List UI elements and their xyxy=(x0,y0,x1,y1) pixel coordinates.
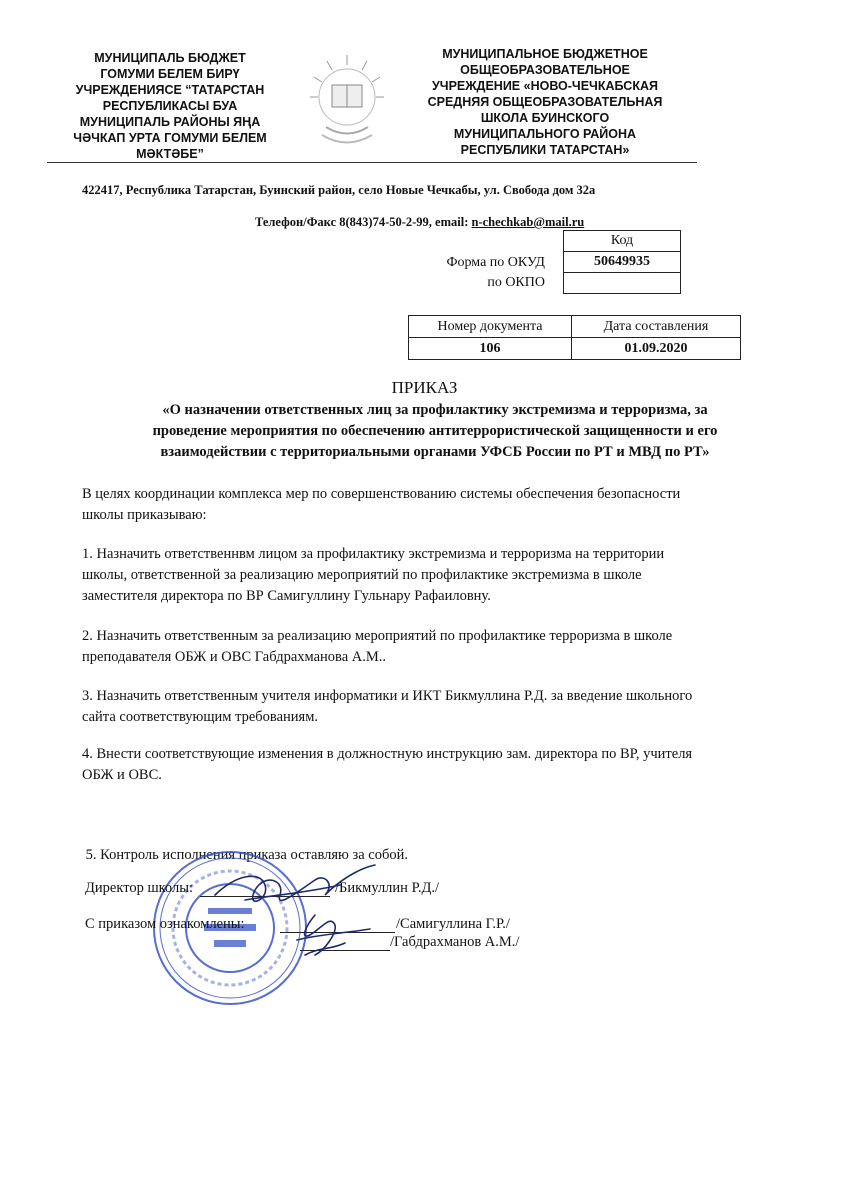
codes-table xyxy=(563,230,681,294)
document-meta-table xyxy=(408,315,741,360)
codes-labels xyxy=(405,253,545,293)
document-subtitle xyxy=(90,400,780,463)
header-russian-line: ШКОЛА БУИНСКОГО xyxy=(480,111,610,125)
order-item-line: 2. Назначить ответственным за реализацию мероприятий по профилактике терроризма в школе xyxy=(82,628,673,644)
header-tatar-block xyxy=(40,50,300,162)
okud-label: Форма по ОКУД xyxy=(446,255,545,270)
order-item-line: 4. Внести соответствующие изменения в должностную инструкцию зам. директора по ВР, учителя xyxy=(82,746,693,762)
director-label: Директор школы: xyxy=(85,880,193,896)
order-item-2 xyxy=(82,626,812,668)
subtitle-line: «О назначении ответственных лиц за профилактику экстремизма и терроризма, за xyxy=(162,402,708,418)
contacts-phone: Телефон/Факс 8(843)74-50-2-99, email: xyxy=(255,215,472,229)
doc-number-header: Номер документа xyxy=(409,316,572,338)
doc-number: 106 xyxy=(409,338,572,360)
document-title: ПРИКАЗ xyxy=(391,378,458,397)
header-russian-line: МУНИЦИПАЛЬНОЕ БЮДЖЕТНОЕ xyxy=(442,47,648,61)
order-item-line: сайта соответствующим требованиям. xyxy=(82,709,319,725)
header-tatar-line: МӘКТӘБЕ” xyxy=(136,147,204,161)
kod-header: Код xyxy=(564,231,681,252)
header-tatar-line: УЧРЕЖДЕНИЯСЕ “ТАТАРСТАН xyxy=(75,83,265,97)
handwritten-signature-icon xyxy=(205,855,385,965)
school-contacts xyxy=(255,215,584,230)
header-russian-line: СРЕДНЯЯ ОБЩЕОБРАЗОВАТЕЛЬНАЯ xyxy=(427,95,663,109)
header-russian-line: РЕСПУБЛИКИ ТАТАРСТАН» xyxy=(460,143,630,157)
school-address: 422417, Республика Татарстан, Буинский район, село Новые Чечкабы, ул. Свобода дом 32а xyxy=(82,183,596,197)
okpo-label: по ОКПО xyxy=(487,275,545,290)
school-logo-icon xyxy=(302,45,392,157)
header-divider xyxy=(47,162,697,163)
header-tatar-line: МУНИЦИПАЛЬ БЮДЖЕТ xyxy=(94,51,246,65)
order-item-line: ОБЖ и ОВС. xyxy=(82,767,162,783)
order-item-line: 3. Назначить ответственным учителя информатики и ИКТ Бикмуллина Р.Д. за введение школьного xyxy=(82,688,693,704)
director-name: /Бикмуллин Р.Д./ xyxy=(335,880,439,896)
acquainted-label: С приказом ознакомлены: xyxy=(85,916,245,932)
header-russian-line: ОБЩЕОБРАЗОВАТЕЛЬНОЕ xyxy=(460,63,630,77)
order-item-1 xyxy=(82,544,812,607)
header-tatar-line: ГОМУМИ БЕЛЕМ БИРҮ xyxy=(100,67,240,81)
order-item-4 xyxy=(82,744,812,786)
subtitle-line: взаимодействии с территориальными органами УФСБ России по РТ и МВД по РТ» xyxy=(160,444,710,460)
header-tatar-line: РЕСПУБЛИКАСЫ БУА xyxy=(102,99,238,113)
order-item-line: школы, ответственной за реализацию мероприятий по профилактике экстремизма в школе xyxy=(82,567,642,583)
okpo-value xyxy=(564,273,681,294)
header-tatar-line: МУНИЦИПАЛЬ РАЙОНЫ ЯҢА xyxy=(79,115,261,129)
order-item-line: 5. Контроль исполнения приказа оставляю за собой. xyxy=(82,847,408,863)
header-tatar-line: ЧӘЧКАП УРТА ГОМУМИ БЕЛЕМ xyxy=(73,131,267,145)
header-russian-line: МУНИЦИПАЛЬНОГО РАЙОНА xyxy=(453,127,637,141)
intro-paragraph xyxy=(82,484,812,526)
intro-line: В целях координации комплекса мер по совершенствованию системы обеспечения безопасности xyxy=(82,486,681,502)
order-item-line: заместителя директора по ВР Самигуллину Гульнару Рафаиловну. xyxy=(82,588,491,604)
doc-date: 01.09.2020 xyxy=(572,338,741,360)
header-russian-line: УЧРЕЖДЕНИЕ «НОВО-ЧЕЧКАБСКАЯ xyxy=(432,79,658,93)
email-link[interactable]: n-chechkab@mail.ru xyxy=(471,215,585,229)
doc-date-header: Дата составления xyxy=(572,316,741,338)
header-russian-block xyxy=(395,46,695,158)
okud-value: 50649935 xyxy=(564,252,681,273)
acquainted-name-1: /Самигуллина Г.Р./ xyxy=(396,916,510,932)
order-item-line: 1. Назначить ответственнвм лицом за профилактику экстремизма и терроризма на территории xyxy=(82,546,665,562)
subtitle-line: проведение мероприятия по обеспечению антитеррористической защищенности и его xyxy=(152,423,718,439)
order-item-line: преподавателя ОБЖ и ОВС Габдрахманова А.М.. xyxy=(82,649,387,665)
intro-line: школы приказываю: xyxy=(82,507,207,523)
acquainted-name-2: /Габдрахманов А.М./ xyxy=(390,934,520,950)
order-item-3 xyxy=(82,686,812,728)
